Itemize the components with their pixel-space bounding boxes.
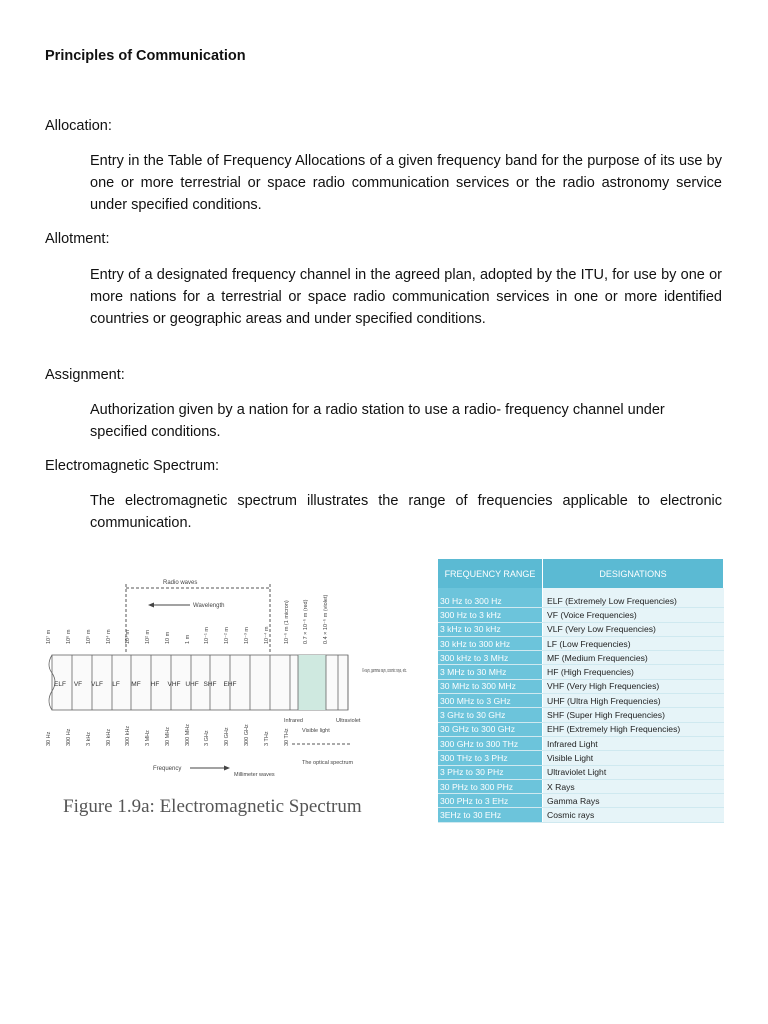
spectrum-diagram: [40, 574, 408, 834]
frequency-label: 300 Hz: [66, 728, 72, 746]
wavelength-label: Wavelength: [193, 603, 225, 609]
frequency-label: 3 THz: [264, 731, 270, 746]
table-row: [438, 708, 724, 722]
range-cell: 300 THz to 3 PHz: [438, 751, 543, 765]
infrared-label: Infrared: [284, 718, 303, 724]
wavelength-arrowhead: [148, 603, 154, 608]
band-label: LF: [112, 681, 120, 688]
table-row: [438, 608, 724, 622]
visible-light-region: [298, 655, 326, 710]
wavelength-label: 10⁻⁶ m (1 micron): [284, 600, 290, 644]
wavelength-label: 10⁻³ m: [244, 627, 250, 644]
band-label: VF: [73, 681, 83, 688]
xray-label-line1: X-rays, gamma rays, cosmic rays, etc.: [362, 668, 408, 674]
wavelength-label: 10² m: [145, 629, 151, 644]
designation-cell: Ultraviolet Light: [543, 765, 724, 779]
range-cell: 30 kHz to 300 kHz: [438, 636, 543, 650]
frequency-label: 300 kHz: [125, 725, 131, 746]
range-cell: 3EHz to 30 EHz: [438, 808, 543, 822]
range-cell: 3 kHz to 30 kHz: [438, 622, 543, 636]
table-row: [438, 679, 724, 693]
range-cell: 300 Hz to 3 kHz: [438, 608, 543, 622]
table-row: [438, 622, 724, 636]
wavelength-label: 10⁶ m: [66, 629, 72, 644]
designation-cell: Visible Light: [543, 751, 724, 765]
frequency-label: 30 kHz: [106, 728, 112, 746]
term-assignment: Assignment:: [45, 367, 125, 383]
frequency-label: 300 MHz: [185, 723, 191, 746]
band-label: EHF: [223, 681, 237, 688]
wavelength-label: 10³ m: [125, 629, 131, 644]
band-label: MF: [131, 681, 141, 688]
range-cell: 300 MHz to 3 GHz: [438, 694, 543, 708]
table-row: [438, 636, 724, 650]
frequency-table: [438, 559, 724, 823]
designation-cell: SHF (Super High Frequencies): [543, 708, 724, 722]
frequency-label: 300 GHz: [244, 724, 250, 746]
range-cell: 3 MHz to 30 MHz: [438, 665, 543, 679]
table-row: [438, 722, 724, 736]
table-row: [438, 665, 724, 679]
band-label: ELF: [54, 681, 66, 688]
designation-cell: UHF (Ultra High Frequencies): [543, 694, 724, 708]
definition-assignment: Authorization given by a nation for a radio station to use a radio- frequency channel under specified conditions.: [90, 402, 665, 440]
band-label: SHF: [203, 681, 217, 688]
optical-spectrum-label: The optical spectrum: [302, 760, 354, 766]
millimeter-waves-label: Millimeter waves: [234, 772, 275, 778]
term-allotment: Allotment:: [45, 231, 110, 247]
table-row: [438, 765, 724, 779]
range-cell: 3 PHz to 30 PHz: [438, 765, 543, 779]
wavelength-label: 0.4 × 10⁻⁶ m (violet): [323, 594, 329, 644]
wavelength-labels: [45, 594, 329, 644]
definition-allotment: Entry of a designated frequency channel in the agreed plan, adopted by the ITU, for use by one or more nations for a terrestrial or space radio communication services in one or more identified countries or geographic areas and under specified conditions.: [90, 267, 722, 327]
band-label: VHF: [167, 681, 181, 688]
designation-cell: HF (High Frequencies): [543, 665, 724, 679]
band-label: VLF: [91, 681, 103, 688]
range-cell: 30 PHz to 300 PHz: [438, 779, 543, 793]
table-row: [438, 588, 724, 608]
frequency-label: 30 THz: [284, 728, 290, 746]
range-cell: 30 Hz to 300 Hz: [438, 588, 543, 608]
frequency-label: 3 MHz: [145, 730, 151, 746]
table-row: [438, 794, 724, 808]
range-cell: 300 kHz to 3 MHz: [438, 651, 543, 665]
frequency-label: 3 kHz: [86, 731, 92, 746]
frequency-label: 30 MHz: [165, 727, 171, 746]
table-row: [438, 779, 724, 793]
table-row: [438, 651, 724, 665]
header-designations: DESIGNATIONS: [543, 559, 724, 588]
spectrum-figure: [40, 574, 408, 834]
designation-cell: VHF (Very High Frequencies): [543, 679, 724, 693]
designation-cell: Infrared Light: [543, 736, 724, 750]
page-title: Principles of Communication: [45, 48, 246, 64]
figure-caption: Figure 1.9a: Electromagnetic Spectrum: [63, 796, 362, 817]
designation-cell: X Rays: [543, 779, 724, 793]
designation-cell: ELF (Extremely Low Frequencies): [543, 588, 724, 608]
wavelength-label: 0.7 × 10⁻⁶ m (red): [303, 599, 309, 644]
designation-cell: Gamma Rays: [543, 794, 724, 808]
term-allocation: Allocation:: [45, 118, 112, 134]
wavelength-label: 10⁻⁴ m: [264, 626, 270, 644]
frequency-label: 30 GHz: [224, 727, 230, 746]
range-cell: 30 GHz to 300 GHz: [438, 722, 543, 736]
table-row: [438, 808, 724, 822]
designation-cell: LF (Low Frequencies): [543, 636, 724, 650]
table-row: [438, 736, 724, 750]
term-electromagnetic-spectrum: Electromagnetic Spectrum:: [45, 458, 220, 474]
visible-light-label: Visible light: [302, 728, 330, 734]
wavelength-label: 10⁵ m: [86, 629, 92, 644]
range-cell: 30 MHz to 300 MHz: [438, 679, 543, 693]
ultraviolet-label: Ultraviolet: [336, 718, 361, 724]
wavelength-label: 10⁷ m: [46, 629, 52, 644]
range-cell: 300 GHz to 300 THz: [438, 736, 543, 750]
wavelength-label: 10⁻² m: [224, 627, 230, 644]
radio-waves-label: Radio waves: [163, 580, 198, 586]
wavelength-label: 10⁴ m: [106, 629, 112, 644]
header-frequency-range: FREQUENCY RANGE: [438, 559, 543, 588]
frequency-arrowhead: [224, 766, 230, 771]
designation-cell: VLF (Very Low Frequencies): [543, 622, 724, 636]
table-row: [438, 751, 724, 765]
band-label: UHF: [185, 681, 199, 688]
frequency-label: 3 GHz: [204, 730, 210, 746]
table-row: [438, 694, 724, 708]
wavelength-label: 10 m: [165, 631, 171, 644]
designation-cell: MF (Medium Frequencies): [543, 651, 724, 665]
designation-cell: VF (Voice Frequencies): [543, 608, 724, 622]
frequency-label: 30 Hz: [46, 731, 52, 746]
frequency-label-text: Frequency: [153, 766, 182, 772]
range-cell: 3 GHz to 30 GHz: [438, 708, 543, 722]
definition-allocation: Entry in the Table of Frequency Allocations of a given frequency band for the purpose of its use by one or more terrestrial or space radio communication services or the radio astronomy service under specified conditions.: [90, 153, 722, 213]
definition-electromagnetic-spectrum: The electromagnetic spectrum illustrates the range of frequencies applicable to electronic communication.: [90, 493, 722, 531]
range-cell: 300 PHz to 3 EHz: [438, 794, 543, 808]
wavelength-label: 1 m: [185, 634, 191, 644]
band-label: HF: [150, 681, 160, 688]
designation-cell: Cosmic rays: [543, 808, 724, 822]
designation-cell: EHF (Extremely High Frequencies): [543, 722, 724, 736]
frequency-labels: [46, 724, 290, 746]
wavelength-label: 10⁻¹ m: [204, 627, 210, 644]
